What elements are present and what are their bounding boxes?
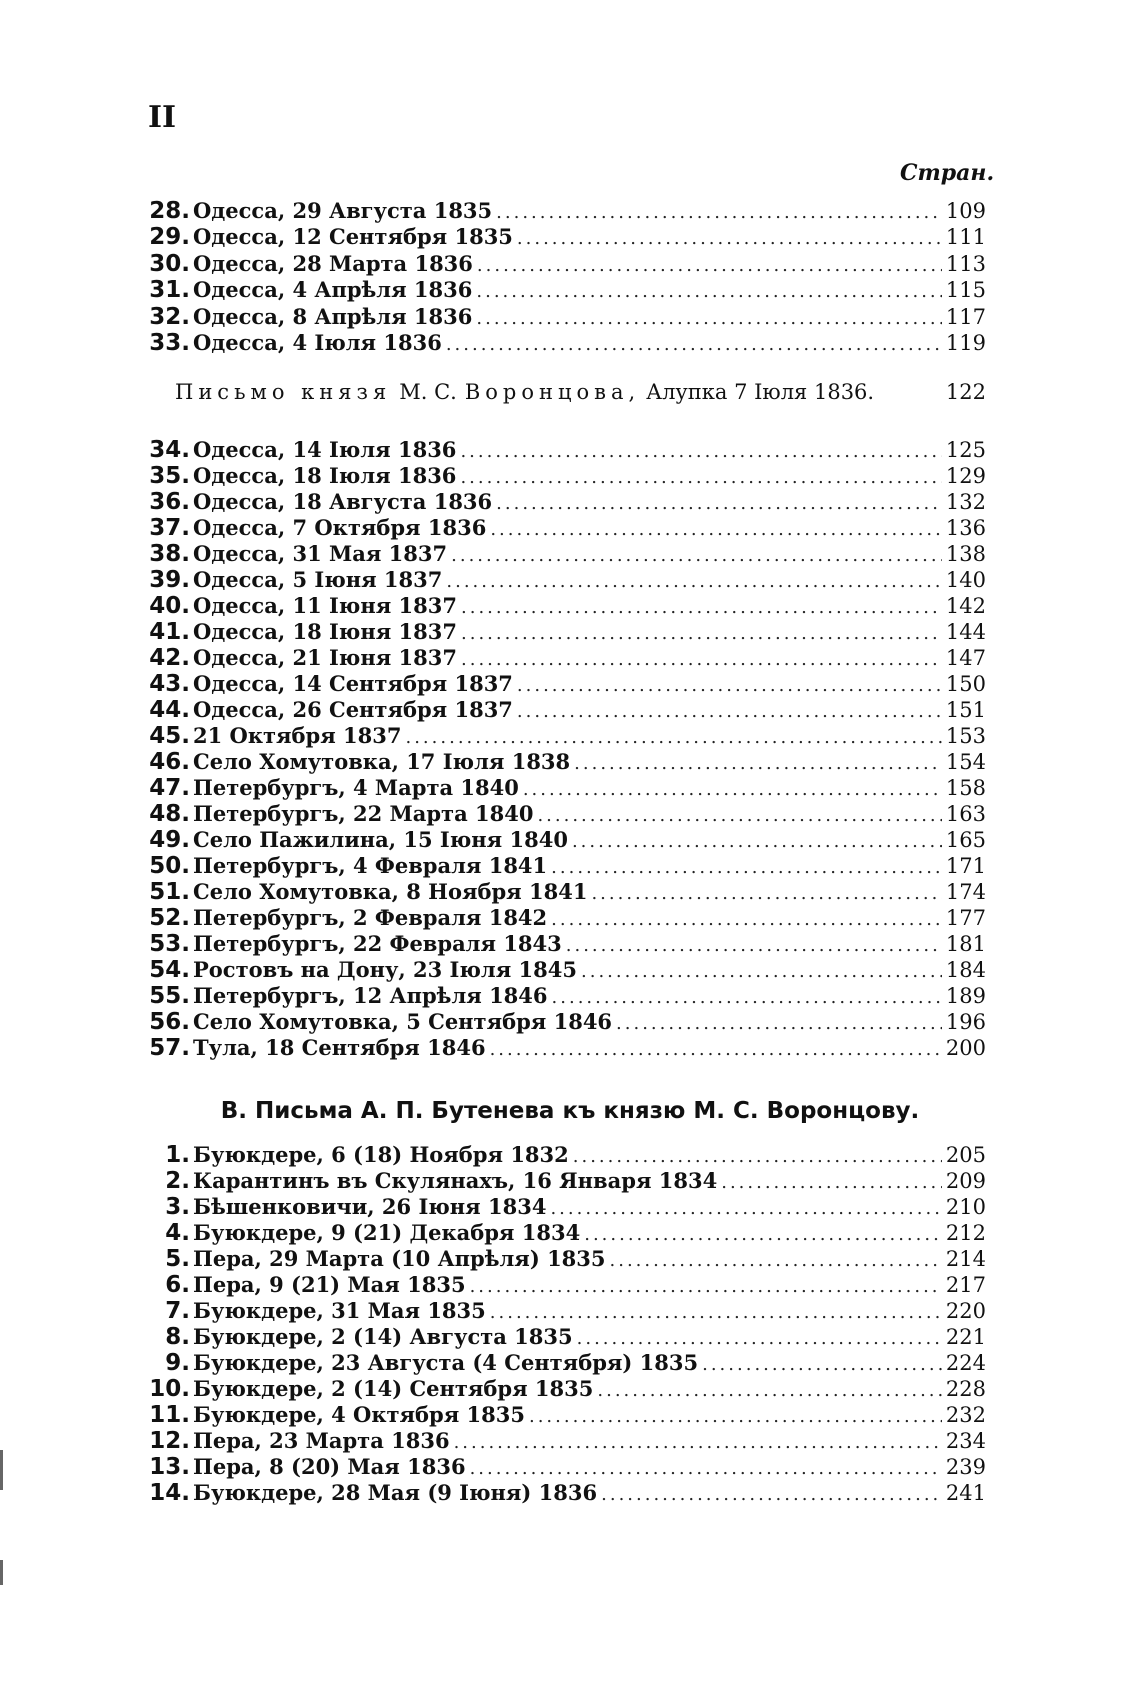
entry-title: Одесса, 7 Октября 1836 xyxy=(193,515,487,540)
dot-leader xyxy=(492,200,942,226)
entry-title: Бѣшенковичи, 26 Іюня 1834 xyxy=(193,1194,547,1219)
entry-number: 50. xyxy=(149,853,190,879)
entry-title: Буюкдере, 9 (21) Декабря 1834 xyxy=(193,1220,581,1245)
entry-title: Петербургъ, 22 Февраля 1843 xyxy=(193,931,562,956)
entry-title: Одесса, 4 Апрѣля 1836 xyxy=(193,277,473,303)
scan-edge-mark xyxy=(0,1450,3,1490)
toc-entry xyxy=(140,437,986,463)
toc-entry xyxy=(140,1324,986,1350)
entry-number: 42. xyxy=(149,645,190,671)
entry-page-number: 109 xyxy=(945,199,986,223)
entry-number: 3. xyxy=(165,1194,190,1220)
toc-entry xyxy=(140,879,986,905)
entry-page-number: 147 xyxy=(945,646,986,670)
entry-title: Буюкдере, 31 Мая 1835 xyxy=(193,1298,486,1323)
dot-leader xyxy=(466,1274,942,1300)
dot-leader xyxy=(513,673,942,699)
dot-leader xyxy=(513,226,942,252)
letter-page-number: 122 xyxy=(945,380,986,404)
entry-page-number: 144 xyxy=(945,620,986,644)
dot-leader xyxy=(450,1430,942,1456)
page-folio: II xyxy=(148,100,177,135)
entry-title: Тула, 18 Сентября 1846 xyxy=(193,1035,486,1060)
toc-entry xyxy=(140,931,986,957)
toc-entry xyxy=(140,645,986,671)
entry-title: Буюкдере, 23 Августа (4 Сентября) 1835 xyxy=(193,1350,699,1375)
entry-number: 38. xyxy=(149,541,190,567)
toc-entry xyxy=(140,1142,986,1168)
entry-number: 47. xyxy=(149,775,190,801)
dot-leader xyxy=(580,1222,942,1248)
entry-page-number: 136 xyxy=(945,516,986,540)
dot-leader xyxy=(593,1378,942,1404)
entry-number: 10. xyxy=(149,1376,190,1402)
entry-page-number: 165 xyxy=(945,828,986,852)
entry-number: 5. xyxy=(165,1246,190,1272)
entry-number: 53. xyxy=(149,931,190,957)
entry-number: 31. xyxy=(149,277,190,304)
entry-number: 39. xyxy=(149,567,190,593)
entry-number: 13. xyxy=(149,1454,190,1480)
toc-entry xyxy=(140,198,986,224)
dot-leader xyxy=(513,699,942,725)
entry-page-number: 177 xyxy=(945,906,986,930)
toc-entry xyxy=(140,1035,986,1061)
entry-page-number: 153 xyxy=(945,724,986,748)
entry-page-number: 111 xyxy=(945,225,986,250)
entry-page-number: 210 xyxy=(945,1195,986,1219)
entry-title: Одесса, 12 Сентября 1835 xyxy=(193,224,513,250)
dot-leader xyxy=(472,279,942,305)
entry-title: Буюкдере, 2 (14) Сентября 1835 xyxy=(193,1376,594,1401)
letter-name: Воронцова, xyxy=(464,380,641,404)
letter-prefix: Письмо князя xyxy=(175,380,392,404)
entry-title: Петербургъ, 12 Апрѣля 1846 xyxy=(193,983,548,1008)
dot-leader xyxy=(569,1144,942,1170)
entry-title: Одесса, 31 Мая 1837 xyxy=(193,541,448,566)
entry-page-number: 196 xyxy=(945,1010,986,1034)
entry-title: Село Хомутовка, 5 Сентября 1846 xyxy=(193,1009,613,1034)
entry-page-number: 212 xyxy=(945,1221,986,1245)
dot-leader xyxy=(473,253,942,279)
entry-page-number: 129 xyxy=(945,464,986,488)
dot-leader xyxy=(442,332,942,358)
dot-leader xyxy=(457,595,942,621)
entry-number: 9. xyxy=(165,1350,190,1376)
toc-entry xyxy=(140,1220,986,1246)
toc-entry xyxy=(140,251,986,277)
entry-number: 2. xyxy=(165,1168,190,1194)
entry-page-number: 221 xyxy=(945,1325,986,1349)
toc-entry xyxy=(140,567,986,593)
dot-leader xyxy=(486,1300,942,1326)
dot-leader xyxy=(547,907,942,933)
entry-title: Ростовъ на Дону, 23 Іюля 1845 xyxy=(193,957,577,982)
toc-entry xyxy=(140,1454,986,1480)
entry-page-number: 232 xyxy=(945,1403,986,1427)
dot-leader xyxy=(486,517,942,543)
entry-page-number: 220 xyxy=(945,1299,986,1323)
entry-page-number: 171 xyxy=(945,854,986,878)
entry-number: 52. xyxy=(149,905,190,931)
entry-title: Буюкдере, 6 (18) Ноября 1832 xyxy=(193,1142,569,1167)
toc-entry xyxy=(140,1350,986,1376)
toc-entry xyxy=(140,1376,986,1402)
toc-entry xyxy=(140,671,986,697)
entry-number: 51. xyxy=(149,879,190,905)
entry-number: 48. xyxy=(149,801,190,827)
dot-leader xyxy=(456,439,942,465)
toc-entry xyxy=(140,330,986,356)
entry-page-number: 189 xyxy=(945,984,986,1008)
entry-page-number: 113 xyxy=(945,251,986,276)
entry-number: 46. xyxy=(149,749,190,775)
dot-leader xyxy=(486,1037,942,1063)
entry-page-number: 142 xyxy=(945,594,986,618)
toc-entry xyxy=(140,619,986,645)
entry-page-number: 151 xyxy=(945,698,986,722)
entry-title: Одесса, 18 Іюня 1837 xyxy=(193,619,457,644)
toc-entry xyxy=(140,224,986,250)
entry-number: 34. xyxy=(149,437,190,463)
toc-entry xyxy=(140,304,986,330)
entry-page-number: 214 xyxy=(945,1247,986,1271)
entry-page-number: 181 xyxy=(945,932,986,956)
toc-entry xyxy=(140,277,986,303)
entry-number: 1. xyxy=(165,1142,190,1168)
entry-number: 30. xyxy=(149,250,190,277)
entry-page-number: 209 xyxy=(945,1169,986,1193)
toc-entry xyxy=(140,983,986,1009)
page-column-heading: Стран. xyxy=(900,160,995,186)
entry-page-number: 174 xyxy=(945,880,986,904)
entry-page-number: 125 xyxy=(945,438,986,462)
toc-entry xyxy=(140,1009,986,1035)
dot-leader xyxy=(457,647,942,673)
entry-number: 36. xyxy=(149,489,190,515)
entry-title: Буюкдере, 2 (14) Августа 1835 xyxy=(193,1324,573,1349)
entry-page-number: 138 xyxy=(945,542,986,566)
entry-page-number: 163 xyxy=(945,802,986,826)
entry-page-number: 200 xyxy=(945,1036,986,1060)
dot-leader xyxy=(466,1456,942,1482)
dot-leader xyxy=(597,1482,942,1508)
entry-page-number: 150 xyxy=(945,672,986,696)
entry-title: Одесса, 8 Апрѣля 1836 xyxy=(193,303,473,329)
toc-entry xyxy=(140,775,986,801)
toc-entry xyxy=(140,1246,986,1272)
toc-entry xyxy=(140,1480,986,1506)
dot-leader xyxy=(525,1404,942,1430)
entry-page-number: 234 xyxy=(945,1429,986,1453)
toc-entry xyxy=(140,1194,986,1220)
entry-number: 56. xyxy=(149,1009,190,1035)
dot-leader xyxy=(606,1248,942,1274)
entry-title: Одесса, 28 Марта 1836 xyxy=(193,250,473,276)
entry-page-number: 241 xyxy=(945,1481,986,1505)
entry-title: Одесса, 21 Іюня 1837 xyxy=(193,645,457,670)
entry-title: Одесса, 14 Іюля 1836 xyxy=(193,437,457,462)
entry-title: Пера, 23 Марта 1836 xyxy=(193,1428,450,1453)
letter-initials: М. С. xyxy=(399,380,457,404)
dot-leader xyxy=(698,1352,942,1378)
entry-number: 7. xyxy=(165,1298,190,1324)
entry-number: 55. xyxy=(149,983,190,1009)
dot-leader xyxy=(587,881,942,907)
toc-entry xyxy=(140,905,986,931)
dot-leader xyxy=(456,465,942,491)
entry-number: 32. xyxy=(149,303,190,330)
entry-title: Одесса, 5 Іюня 1837 xyxy=(193,567,443,592)
toc-entry xyxy=(140,593,986,619)
dot-leader xyxy=(577,959,942,985)
entry-title: Пера, 8 (20) Мая 1836 xyxy=(193,1454,466,1479)
entry-page-number: 158 xyxy=(945,776,986,800)
entry-page-number: 140 xyxy=(945,568,986,592)
entry-title: Село Пажилина, 15 Іюня 1840 xyxy=(193,827,568,852)
dot-leader xyxy=(472,306,942,332)
dot-leader xyxy=(546,1196,942,1222)
section-b-heading: В. Письма А. П. Бутенева къ князю М. С. Воронцову. xyxy=(220,1098,920,1124)
entry-page-number: 117 xyxy=(945,304,986,329)
entry-number: 12. xyxy=(149,1428,190,1454)
toc-entry xyxy=(140,853,986,879)
toc-entry xyxy=(140,697,986,723)
entry-title: Одесса, 29 Августа 1835 xyxy=(193,198,493,223)
entry-page-number: 115 xyxy=(945,278,986,303)
entry-title: Буюкдере, 28 Мая (9 Іюня) 1836 xyxy=(193,1480,598,1505)
entry-number: 28. xyxy=(149,198,190,224)
dot-leader xyxy=(570,751,942,777)
dot-leader xyxy=(548,985,942,1011)
entry-page-number: 224 xyxy=(945,1351,986,1375)
dot-leader xyxy=(573,1326,942,1352)
entry-title: Одесса, 14 Сентября 1837 xyxy=(193,671,513,696)
entry-title: 21 Октября 1837 xyxy=(193,723,402,748)
entry-number: 49. xyxy=(149,827,190,853)
toc-entry xyxy=(140,541,986,567)
toc-entry xyxy=(140,827,986,853)
entry-title: Одесса, 18 Августа 1836 xyxy=(193,489,493,514)
entry-title: Одесса, 4 Іюля 1836 xyxy=(193,330,442,355)
toc-entry xyxy=(140,489,986,515)
dot-leader xyxy=(717,1170,942,1196)
entry-number: 14. xyxy=(149,1480,190,1506)
entry-title: Пера, 9 (21) Мая 1835 xyxy=(193,1272,466,1297)
entry-number: 8. xyxy=(165,1324,190,1350)
entry-number: 40. xyxy=(149,593,190,619)
entry-title: Одесса, 18 Іюля 1836 xyxy=(193,463,457,488)
entry-title: Село Хомутовка, 17 Іюля 1838 xyxy=(193,749,571,774)
entry-number: 45. xyxy=(149,723,190,749)
entry-page-number: 239 xyxy=(945,1455,986,1479)
entry-number: 4. xyxy=(165,1220,190,1246)
entry-page-number: 228 xyxy=(945,1377,986,1401)
dot-leader xyxy=(533,803,942,829)
entry-number: 35. xyxy=(149,463,190,489)
dot-leader xyxy=(442,569,942,595)
toc-entry xyxy=(140,463,986,489)
entry-number: 11. xyxy=(149,1402,190,1428)
dot-leader xyxy=(492,491,942,517)
entry-page-number: 132 xyxy=(945,490,986,514)
entry-number: 44. xyxy=(149,697,190,723)
entry-number: 29. xyxy=(149,224,190,251)
entry-page-number: 205 xyxy=(945,1143,986,1167)
toc-entry xyxy=(140,957,986,983)
toc-entry xyxy=(140,801,986,827)
dot-leader xyxy=(447,543,942,569)
entry-number: 43. xyxy=(149,671,190,697)
entry-page-number: 217 xyxy=(945,1273,986,1297)
scan-edge-mark xyxy=(0,1560,3,1585)
entry-title: Одесса, 11 Іюня 1837 xyxy=(193,593,457,618)
toc-entry xyxy=(140,1298,986,1324)
entry-page-number: 184 xyxy=(945,958,986,982)
entry-title: Одесса, 26 Сентября 1837 xyxy=(193,697,513,722)
dot-leader xyxy=(568,829,942,855)
toc-entry xyxy=(140,1168,986,1194)
toc-entry xyxy=(140,1428,986,1454)
dot-leader xyxy=(612,1011,942,1037)
entry-title: Петербургъ, 4 Февраля 1841 xyxy=(193,853,548,878)
toc-entry xyxy=(140,1272,986,1298)
toc-entry xyxy=(140,749,986,775)
toc-entry xyxy=(140,515,986,541)
letter-place-date: Алупка 7 Іюля 1836. xyxy=(646,380,875,404)
entry-title: Буюкдере, 4 Октября 1835 xyxy=(193,1402,525,1427)
entry-number: 6. xyxy=(165,1272,190,1298)
entry-number: 41. xyxy=(149,619,190,645)
entry-title: Карантинъ въ Скулянахъ, 16 Января 1834 xyxy=(193,1168,718,1193)
dot-leader xyxy=(401,725,942,751)
dot-leader xyxy=(519,777,942,803)
letter-entry xyxy=(175,380,986,408)
entry-title: Петербургъ, 2 Февраля 1842 xyxy=(193,905,548,930)
entry-title: Село Хомутовка, 8 Ноября 1841 xyxy=(193,879,588,904)
entry-title: Петербургъ, 22 Марта 1840 xyxy=(193,801,534,826)
dot-leader xyxy=(457,621,942,647)
entry-page-number: 119 xyxy=(945,331,986,355)
entry-title: Петербургъ, 4 Марта 1840 xyxy=(193,775,519,800)
entry-number: 54. xyxy=(149,957,190,983)
dot-leader xyxy=(547,855,942,881)
entry-number: 33. xyxy=(149,330,190,356)
entry-number: 37. xyxy=(149,515,190,541)
entry-title: Пера, 29 Марта (10 Апрѣля) 1835 xyxy=(193,1246,606,1271)
entry-page-number: 154 xyxy=(945,750,986,774)
toc-entry xyxy=(140,723,986,749)
entry-number: 57. xyxy=(149,1035,190,1061)
dot-leader xyxy=(562,933,942,959)
toc-entry xyxy=(140,1402,986,1428)
